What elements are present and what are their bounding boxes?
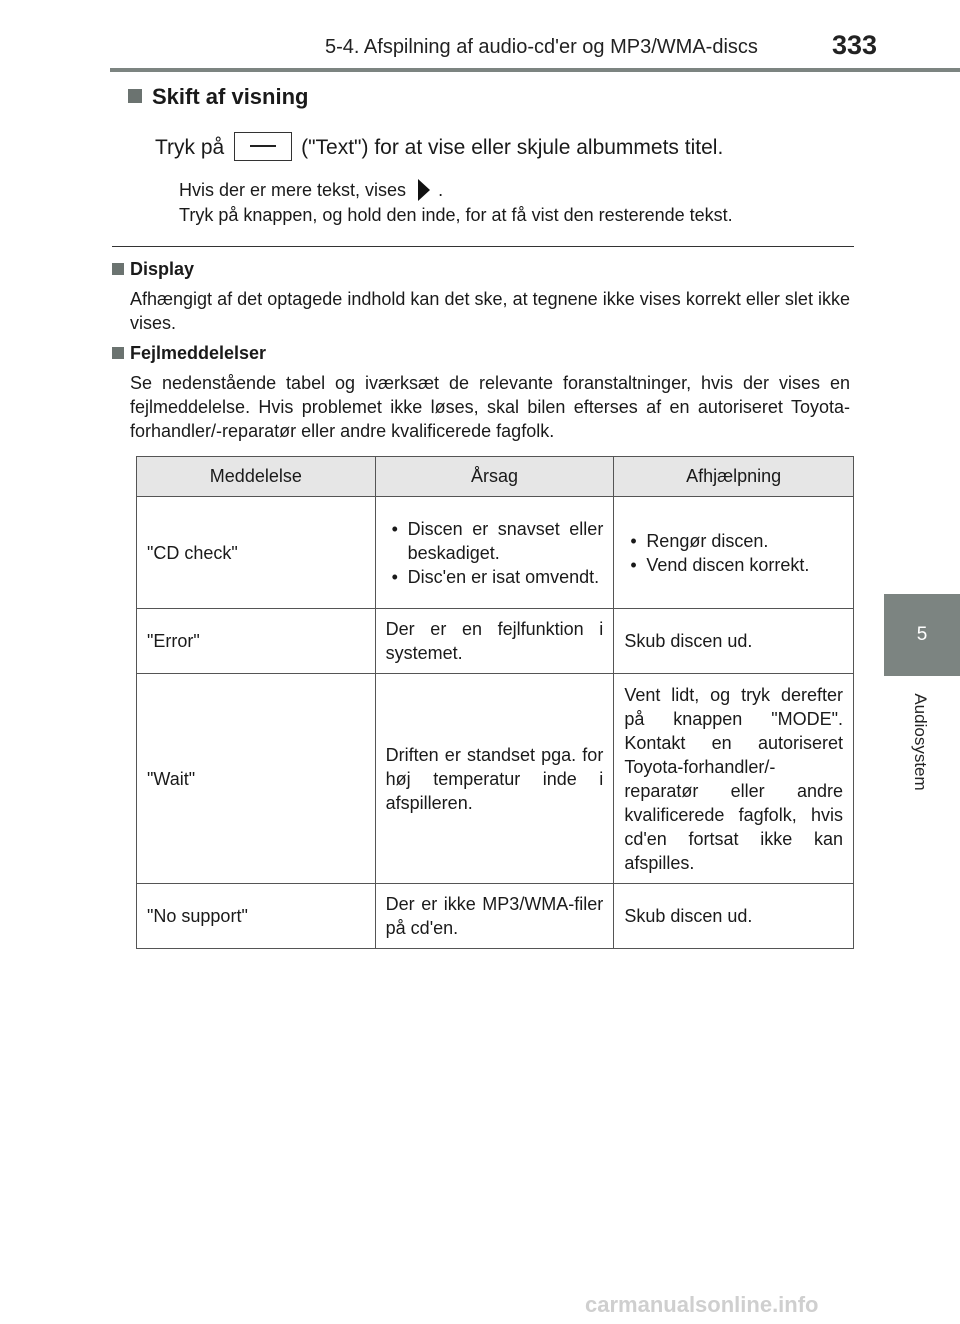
cause-item: • Discen er snavset eller beskadiget. [386, 517, 604, 565]
display-heading-text: Display [130, 259, 195, 279]
chapter-label: Audiosystem [911, 693, 930, 791]
page-number: 333 [832, 30, 878, 60]
remedy-cell: Skub discen ud. [614, 609, 854, 674]
watermark-text: carmanualsonline.info [585, 1292, 819, 1317]
section-heading-text: Skift af visning [152, 84, 309, 109]
note-after: . [438, 180, 444, 200]
header-meddelelse: Meddelelse [137, 457, 376, 497]
cause-item: • Disc'en er isat omvendt. [386, 565, 604, 589]
remedy-item: • Rengør discen. [624, 529, 843, 553]
remedy-cell [614, 497, 854, 609]
remedy-cell: Skub discen ud. [614, 884, 854, 949]
message-cell: "CD check" [137, 497, 376, 609]
remedy-item: • Vend discen korrekt. [624, 553, 843, 577]
chapter-tab [884, 594, 960, 676]
table-row [137, 884, 854, 949]
square-bullet-icon [112, 347, 124, 359]
display-text: Afhængigt af det optagede indhold kan det ske, at tegnene ikke vises korrekt eller slet ikke vises. [130, 289, 850, 333]
note-line-1 [179, 179, 443, 201]
errors-heading [112, 343, 266, 364]
intro-line [155, 132, 723, 161]
table-header-row [137, 457, 854, 497]
message-cell: "Error" [137, 609, 376, 674]
error-message-table [136, 456, 854, 949]
message-cell: "Wait" [137, 674, 376, 884]
note-before: Hvis der er mere tekst, vises [179, 180, 407, 200]
cause-cell: Driften er standset pga. for høj temperatur inde i afspilleren. [375, 674, 614, 884]
display-heading [112, 259, 194, 280]
play-arrow-icon [418, 179, 430, 201]
chapter-number: 5 [916, 624, 928, 645]
cause-cell: Der er en fejlfunktion i systemet. [375, 609, 614, 674]
header-title: 5-4. Afspilning af audio-cd'er og MP3/WMA-discs [325, 36, 758, 58]
intro-after: ("Text") for at vise eller skjule albummets titel. [301, 136, 724, 159]
cause-cell [375, 497, 614, 609]
errors-text: Se nedenstående tabel og iværksæt de relevante foranstaltninger, hvis der vises en fejlmeddelelse. Hvis problemet ikke løses, skal bilen efterses af en autoriseret Toyota-forhandler/-reparatør eller andre kvalificerede fagfolk. [130, 373, 850, 441]
remedy-cell: Vent lidt, og tryk derefter på knappen "MODE". Kontakt en autoriseret Toyota-forhandler/-reparatør eller andre kvalificerede fagfolk, hvis cd'en fortsat ikke kan afspilles. [614, 674, 854, 884]
message-cell: "No support" [137, 884, 376, 949]
section-heading [128, 84, 308, 110]
table-row [137, 609, 854, 674]
header-afhjaelpning: Afhjælpning [614, 457, 854, 497]
cause-cell: Der er ikke MP3/WMA-filer på cd'en. [375, 884, 614, 949]
errors-heading-text: Fejlmeddelelser [130, 343, 267, 363]
table-row [137, 674, 854, 884]
header-rule [110, 68, 960, 72]
intro-before: Tryk på [155, 136, 225, 159]
text-key-icon [234, 132, 292, 161]
section-divider [112, 246, 854, 247]
table-row [137, 497, 854, 609]
header-aarsag: Årsag [375, 457, 614, 497]
square-bullet-icon [128, 89, 142, 103]
note-line-2: Tryk på knappen, og hold den inde, for at få vist den resterende tekst. [179, 205, 733, 225]
square-bullet-icon [112, 263, 124, 275]
